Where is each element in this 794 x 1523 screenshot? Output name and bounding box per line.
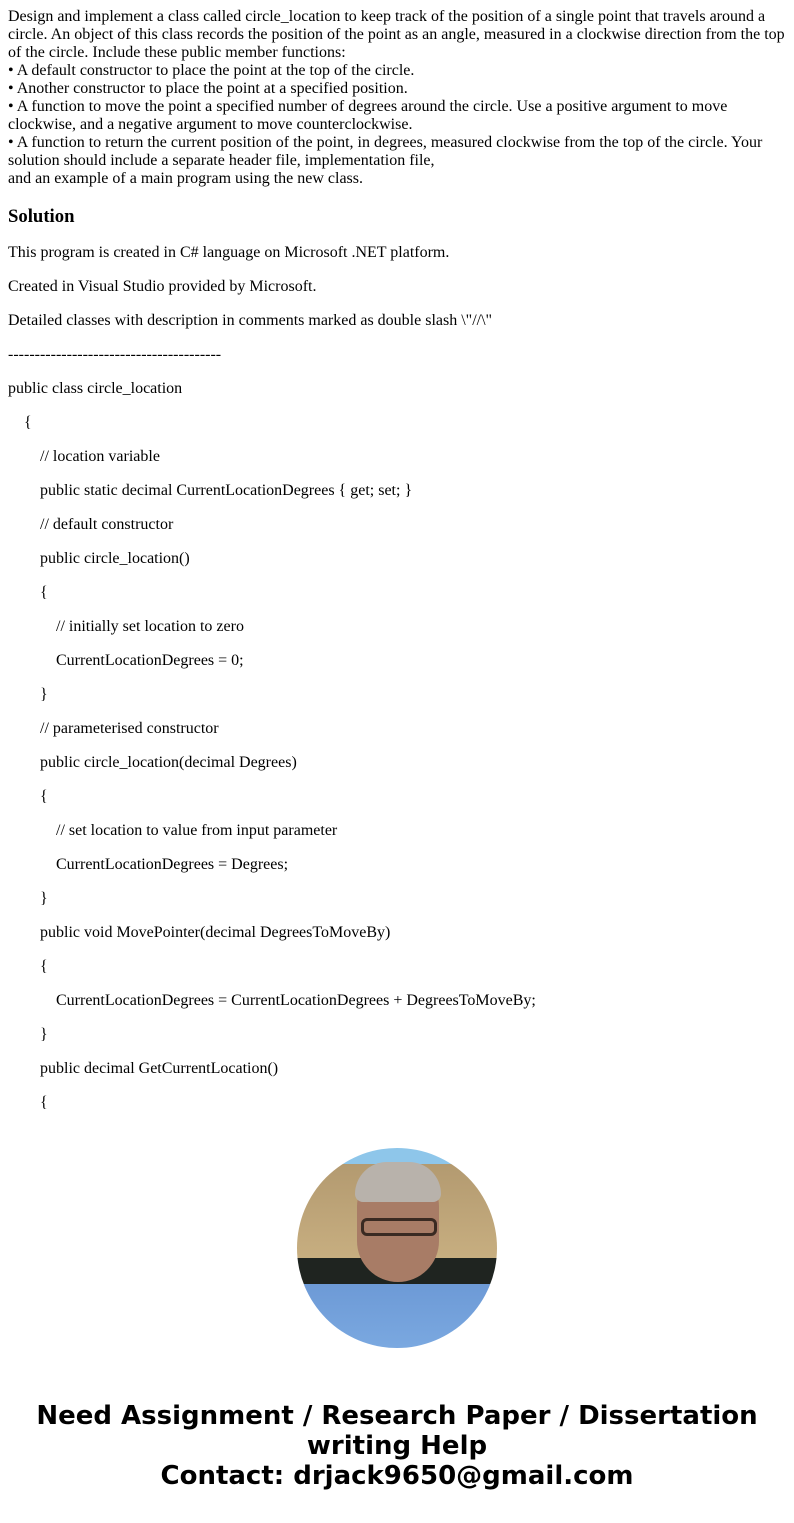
code-line: // location variable: [40, 448, 160, 465]
code-listing: [8, 380, 786, 1112]
code-line: }: [40, 1026, 48, 1043]
footer-banner: [8, 1401, 786, 1491]
code-line: public class circle_location: [8, 380, 183, 397]
question-intro: Design and implement a class called circle_location to keep track of the position of a single point that travels around a circle. An object of this class records the position of the point as an angle, measured in a clockwise direction from the top of the circle. Include these public member functions:: [8, 8, 785, 61]
code-line: CurrentLocationDegrees = 0;: [56, 652, 244, 669]
code-line: {: [40, 958, 48, 975]
bullet: • A function to return the current position of the point, in degrees, measured clockwise from the top of the circle. Your solution should include a separate header file, implementation file,: [8, 134, 763, 169]
code-line: public circle_location(decimal Degrees): [40, 754, 297, 771]
separator: ----------------------------------------: [8, 346, 222, 363]
solution-heading: Solution: [8, 206, 75, 227]
glasses: [361, 1218, 437, 1236]
question-text: [8, 8, 786, 188]
code-line: }: [40, 890, 48, 907]
code-line: {: [40, 584, 48, 601]
code-line: {: [24, 414, 32, 431]
bullet: • Another constructor to place the point at a specified position.: [8, 80, 408, 97]
paragraph: Created in Visual Studio provided by Microsoft.: [8, 278, 317, 295]
paragraph: This program is created in C# language on Microsoft .NET platform.: [8, 244, 450, 261]
code-line: public static decimal CurrentLocationDegrees { get; set; }: [40, 482, 413, 499]
bullet: • A default constructor to place the point at the top of the circle.: [8, 62, 415, 79]
question-closing: and an example of a main program using the new class.: [8, 170, 363, 187]
avatar: [297, 1148, 497, 1348]
code-line: // default constructor: [40, 516, 174, 533]
bullet: • A function to move the point a specified number of degrees around the circle. Use a positive argument to move clockwise, and a negative argument to move counterclockwise.: [8, 98, 728, 133]
code-line: CurrentLocationDegrees = CurrentLocationDegrees + DegreesToMoveBy;: [56, 992, 536, 1009]
code-line: CurrentLocationDegrees = Degrees;: [56, 856, 289, 873]
hair: [355, 1162, 441, 1202]
code-line: // set location to value from input parameter: [56, 822, 338, 839]
code-line: }: [40, 686, 48, 703]
footer-line: writing Help: [306, 1431, 488, 1461]
code-line: // parameterised constructor: [40, 720, 219, 737]
code-line: {: [40, 788, 48, 805]
code-line: {: [40, 1094, 48, 1111]
code-line: public decimal GetCurrentLocation(): [40, 1060, 279, 1077]
code-line: public void MovePointer(decimal DegreesToMoveBy): [40, 924, 391, 941]
code-line: public circle_location(): [40, 550, 190, 567]
paragraph: Detailed classes with description in comments marked as double slash \"//\": [8, 312, 493, 329]
footer-line: Need Assignment / Research Paper / Dissertation: [36, 1401, 758, 1431]
code-line: // initially set location to zero: [56, 618, 244, 635]
footer-contact: Contact: drjack9650@gmail.com: [160, 1461, 634, 1491]
avatar-container: [8, 1148, 786, 1353]
